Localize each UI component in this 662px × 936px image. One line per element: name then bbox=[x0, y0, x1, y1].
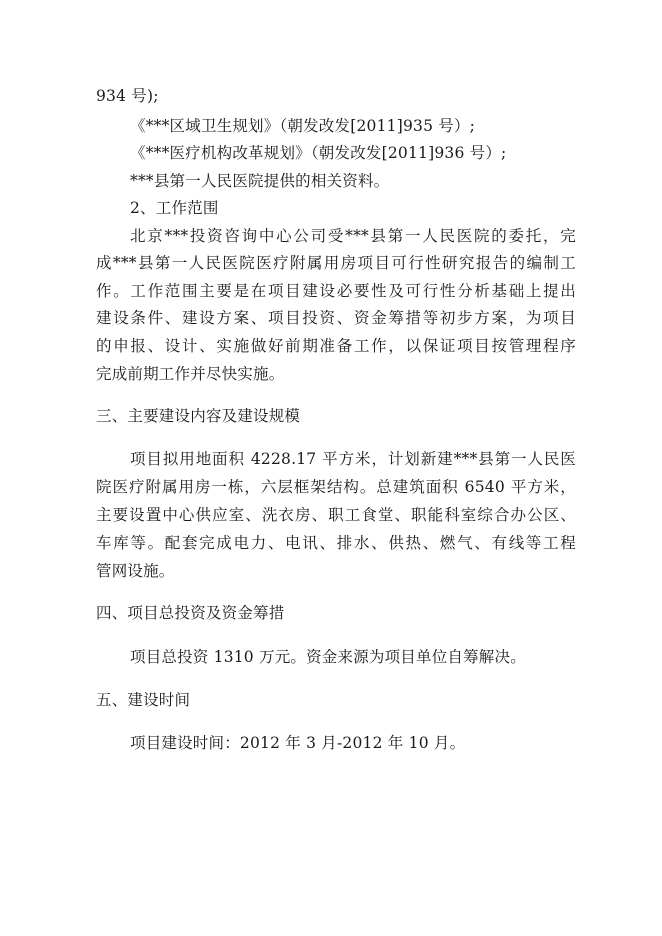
text-line: 项目拟用地面积 4228.17 平方米，计划新建***县第一人民医 bbox=[130, 450, 576, 468]
text-line: 成***县第一人民医院医疗附属用房项目可行性研究报告的编制工 bbox=[96, 254, 576, 272]
text-line: 管网设施。 bbox=[96, 562, 175, 580]
section-heading: 五、建设时间 bbox=[96, 691, 191, 709]
text-line: 建设条件、建设方案、项目投资、资金筹措等初步方案，为项目 bbox=[96, 309, 576, 327]
section-heading: 三、主要建设内容及建设规模 bbox=[96, 407, 301, 425]
text-line: 完成前期工作并尽快实施。 bbox=[96, 365, 285, 383]
text-line: 车库等。配套完成电力、电讯、排水、供热、燃气、有线等工程 bbox=[96, 534, 576, 552]
section-heading: 四、项目总投资及资金筹措 bbox=[96, 604, 285, 622]
text-line: 《***医疗机构改革规划》（朝发改发[2011]936 号）; bbox=[130, 144, 507, 162]
text-line: 北京***投资咨询中心公司受***县第一人民医院的委托，完 bbox=[130, 227, 576, 245]
text-line: 项目总投资 1310 万元。资金来源为项目单位自筹解决。 bbox=[130, 648, 526, 666]
text-line: 院医疗附属用房一栋，六层框架结构。总建筑面积 6540 平方米， bbox=[96, 478, 576, 496]
text-line: 项目建设时间：2012 年 3 月-2012 年 10 月。 bbox=[130, 734, 466, 752]
text-line: ***县第一人民医院提供的相关资料。 bbox=[130, 172, 390, 190]
text-line: 的申报、设计、实施做好前期准备工作，以保证项目按管理程序 bbox=[96, 337, 576, 355]
text-line: 作。工作范围主要是在项目建设必要性及可行性分析基础上提出 bbox=[96, 282, 576, 300]
text-line: 《***区域卫生规划》（朝发改发[2011]935 号）; bbox=[130, 117, 476, 135]
text-line: 主要设置中心供应室、洗衣房、职工食堂、职能科室综合办公区、 bbox=[96, 506, 576, 524]
section-subheading: 2、工作范围 bbox=[130, 199, 219, 217]
text-line: 934 号); bbox=[96, 87, 159, 105]
